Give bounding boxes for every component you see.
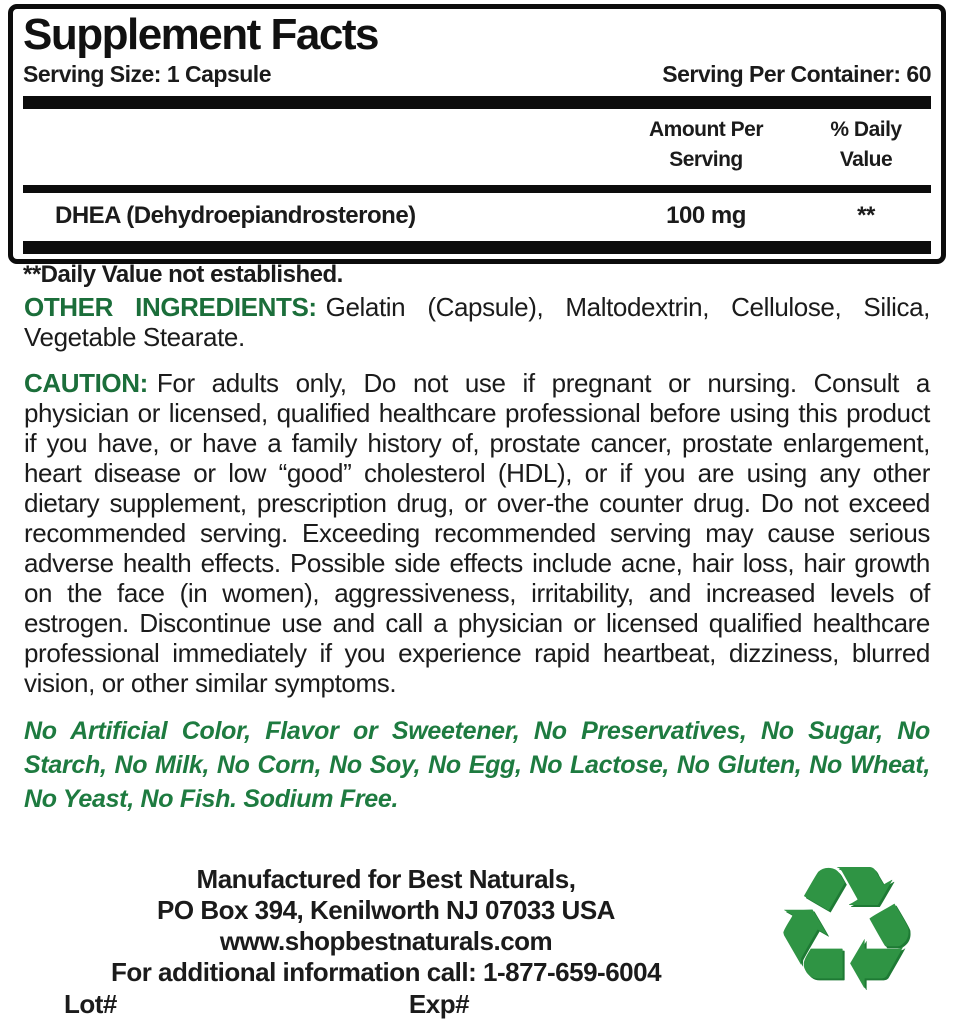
daily-value-footnote: **Daily Value not established. (23, 260, 343, 288)
other-ingredients-text: Gelatin (Capsule), Maltodextrin, Cellulose, Silica, Vegetable Stearate. (24, 292, 930, 352)
ingredient-name: DHEA (Dehydroepiandrosterone) (55, 201, 416, 229)
lot-label: Lot# (64, 989, 117, 1019)
panel-title: Supplement Facts (23, 10, 378, 59)
recycle-icon: ♻ (768, 828, 924, 1024)
divider-bar-medium (23, 185, 931, 193)
address-line: PO Box 394, Kenilworth NJ 07033 USA (157, 895, 615, 925)
other-ingredients-label: OTHER INGREDIENTS: (24, 292, 317, 322)
serving-row (21, 59, 933, 96)
column-header-row (21, 109, 933, 185)
supplement-facts-panel (8, 4, 946, 288)
caution-label: CAUTION: (24, 368, 148, 398)
manufactured-for-line: Manufactured for Best Naturals, (196, 864, 576, 894)
lot-exp-row (56, 989, 716, 1020)
amount-per-serving-header: Amount Per Serving (648, 117, 763, 171)
free-of-claims: No Artificial Color, Flavor or Sweetener, No Preservatives, No Sugar, No Starch, No Milk, No Corn, No Soy, No Egg, No Lactose, No Gluten, No Wheat, No Yeast, No Fish. Sodium Free. (24, 717, 930, 813)
website-line: www.shopbestnaturals.com (219, 926, 553, 956)
ingredient-daily-value: ** (857, 201, 875, 229)
exp-label: Exp# (408, 989, 470, 1019)
caution-text: For adults only, Do not use if pregnant or nursing. Consult a physician or licensed, qualified healthcare professional before using this product if you have, or have a family history of, prostate cancer, prostate enlargement, heart disease or low “good” cholesterol (HDL), or if you are using any other dietary supplement, prescription drug, or over-the counter drug. Do not exceed recommended serving. Exceeding recommended serving may cause serious adverse health effects. Possible side effects include acne, hair loss, hair growth on the face (in women), aggressiveness, irritability, and increased levels of estrogen. Discontinue use and call a physician or licensed qualified healthcare professional immediately if you experience rapid heartbeat, dizziness, blurred vision, or other similar symptoms. (24, 368, 930, 698)
ingredient-amount: 100 mg (666, 201, 746, 229)
servings-per-container: Serving Per Container: 60 (662, 60, 931, 87)
manufacturer-block (56, 864, 716, 988)
divider-bar-thick-bottom (23, 241, 931, 254)
divider-bar-thick (23, 96, 931, 109)
caution-paragraph (24, 368, 930, 698)
phone-line: For additional information call: 1-877-659-6004 (110, 957, 662, 987)
ingredient-row (21, 193, 933, 241)
other-ingredients-paragraph (24, 292, 930, 352)
serving-size: Serving Size: 1 Capsule (23, 60, 271, 87)
percent-daily-value-header: % Daily Value (830, 117, 902, 171)
